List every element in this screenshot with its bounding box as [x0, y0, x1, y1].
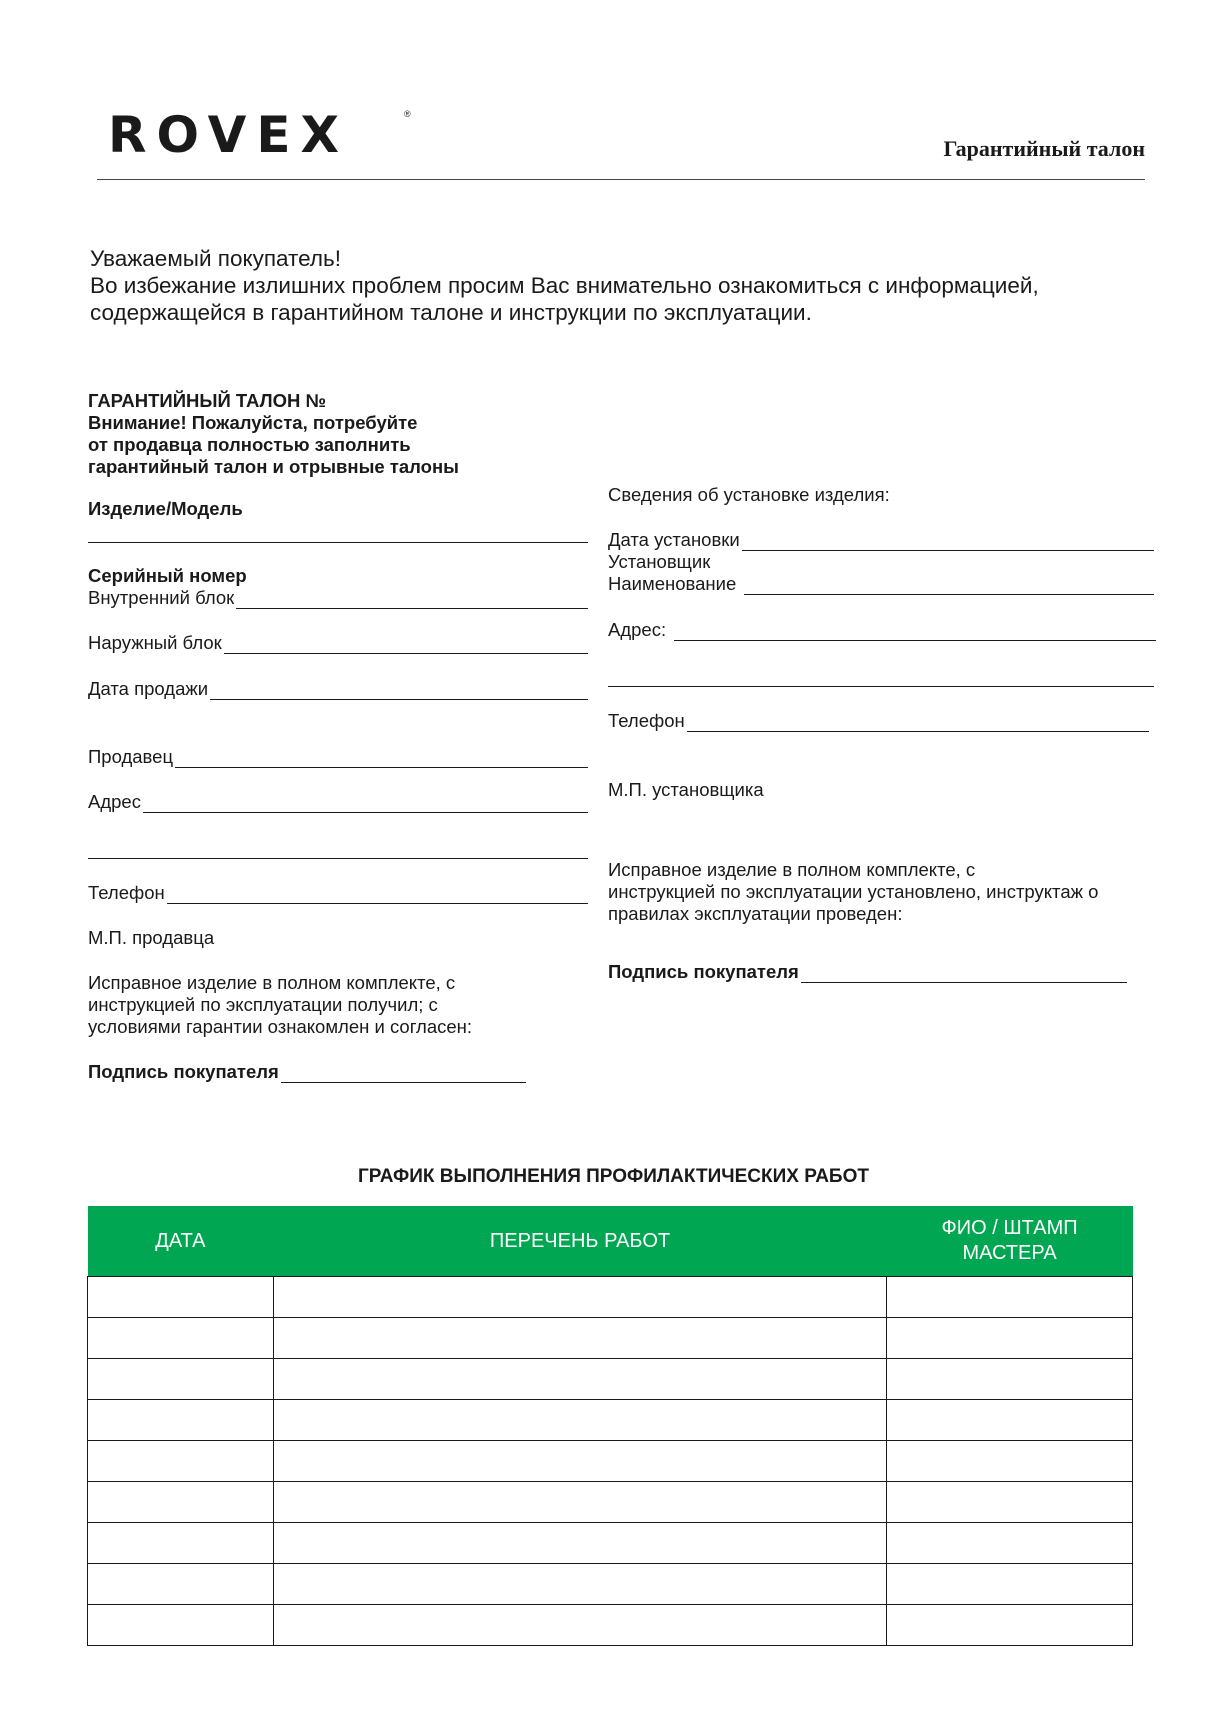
master-cell[interactable] [887, 1523, 1133, 1564]
outdoor-unit-row [88, 632, 588, 654]
buyer-signature-field[interactable] [281, 1064, 526, 1083]
install-date-field[interactable] [742, 532, 1154, 551]
attention-line-3: гарантийный талон и отрывные талоны [88, 456, 459, 477]
date-cell[interactable] [88, 1564, 274, 1605]
maintenance-schedule-table [87, 1206, 1133, 1646]
table-row [88, 1318, 1133, 1359]
registered-mark: ® [404, 109, 411, 119]
master-cell[interactable] [887, 1318, 1133, 1359]
column-header-date: ДАТА [88, 1206, 274, 1277]
date-cell[interactable] [88, 1605, 274, 1646]
indoor-unit-label: Внутренний блок [88, 587, 235, 608]
buyer-signature-row [88, 1061, 526, 1083]
outdoor-unit-field[interactable] [224, 635, 588, 654]
receipt-confirm-line-3: условиями гарантии ознакомлен и согласен: [88, 1016, 473, 1037]
installer-address-field-2[interactable] [608, 664, 1154, 687]
installer-name-field[interactable] [744, 576, 1154, 595]
schedule-title: ГРАФИК ВЫПОЛНЕНИЯ ПРОФИЛАКТИЧЕСКИХ РАБОТ [358, 1166, 869, 1187]
buyer-signature-label: Подпись покупателя [88, 1061, 279, 1082]
document-title: Гарантийный талон [943, 136, 1145, 161]
date-cell[interactable] [88, 1359, 274, 1400]
date-cell[interactable] [88, 1482, 274, 1523]
installer-address-field[interactable] [674, 622, 1156, 641]
works-cell[interactable] [273, 1400, 886, 1441]
seller-stamp-label: М.П. продавца [88, 927, 215, 948]
sale-date-row [88, 678, 588, 700]
master-cell[interactable] [887, 1564, 1133, 1605]
intro-text [90, 245, 1039, 326]
works-cell[interactable] [273, 1277, 886, 1318]
installer-label: Установщик [608, 551, 711, 572]
serial-number-label: Серийный номер [88, 565, 247, 586]
receipt-confirm-line-2: инструкцией по эксплуатации получил; с [88, 994, 438, 1015]
table-row [88, 1482, 1133, 1523]
install-date-label: Дата установки [608, 529, 740, 550]
installer-name-row [608, 573, 1154, 595]
column-header-master-line-1: ФИО / ШТАМП [941, 1217, 1078, 1239]
intro-line-2: Во избежание излишних проблем просим Вас внимательно ознакомиться с информацией, [90, 273, 1039, 298]
installation-section [608, 484, 1158, 983]
install-confirm-line-3: правилах эксплуатации проведен: [608, 903, 903, 924]
master-cell[interactable] [887, 1359, 1133, 1400]
master-cell[interactable] [887, 1482, 1133, 1523]
works-cell[interactable] [273, 1359, 886, 1400]
date-cell[interactable] [88, 1400, 274, 1441]
outdoor-unit-label: Наружный блок [88, 632, 222, 653]
works-cell[interactable] [273, 1564, 886, 1605]
installer-address-row [608, 619, 1156, 641]
table-row [88, 1400, 1133, 1441]
install-confirm-line-2: инструкцией по эксплуатации установлено, инструктаж о [608, 881, 1099, 902]
seller-row [88, 746, 588, 768]
master-cell[interactable] [887, 1605, 1133, 1646]
master-cell[interactable] [887, 1277, 1133, 1318]
date-cell[interactable] [88, 1441, 274, 1482]
table-row [88, 1564, 1133, 1605]
installer-address-label: Адрес: [608, 619, 667, 640]
seller-field[interactable] [175, 749, 588, 768]
attention-line-1: Внимание! Пожалуйста, потребуйте [88, 412, 418, 433]
receipt-confirm-line-1: Исправное изделие в полном комплекте, с [88, 972, 456, 993]
works-cell[interactable] [273, 1318, 886, 1359]
installer-phone-label: Телефон [608, 710, 685, 731]
seller-label: Продавец [88, 746, 174, 767]
column-header-master [887, 1206, 1133, 1277]
header-divider [97, 179, 1145, 180]
master-cell[interactable] [887, 1400, 1133, 1441]
sale-date-field[interactable] [210, 681, 588, 700]
installation-heading: Сведения об установке изделия: [608, 484, 890, 505]
product-model-field[interactable] [88, 520, 588, 543]
table-row [88, 1523, 1133, 1564]
table-row [88, 1359, 1133, 1400]
intro-greeting: Уважаемый покупатель! [90, 246, 341, 271]
installer-buyer-signature-label: Подпись покупателя [608, 961, 799, 982]
installer-buyer-signature-row [608, 961, 1127, 983]
attention-line-2: от продавца полностью заполнить [88, 434, 411, 455]
sale-date-label: Дата продажи [88, 678, 209, 699]
seller-address-field[interactable] [143, 794, 588, 813]
warranty-number-heading: ГАРАНТИЙНЫЙ ТАЛОН № [88, 390, 327, 411]
seller-address-label: Адрес [88, 791, 141, 812]
works-cell[interactable] [273, 1605, 886, 1646]
date-cell[interactable] [88, 1277, 274, 1318]
product-model-label: Изделие/Модель [88, 498, 243, 519]
seller-section [88, 390, 588, 1083]
schedule-header-row [88, 1206, 1133, 1277]
table-row [88, 1441, 1133, 1482]
seller-phone-field[interactable] [167, 885, 588, 904]
intro-line-3: содержащейся в гарантийном талоне и инструкции по эксплуатации. [90, 300, 812, 325]
install-confirm-line-1: Исправное изделие в полном комплекте, с [608, 859, 976, 880]
date-cell[interactable] [88, 1523, 274, 1564]
works-cell[interactable] [273, 1482, 886, 1523]
table-row [88, 1277, 1133, 1318]
installer-stamp-label: М.П. установщика [608, 779, 764, 800]
rovex-logo: ROVEX [108, 106, 350, 164]
column-header-works: ПЕРЕЧЕНЬ РАБОТ [273, 1206, 886, 1277]
works-cell[interactable] [273, 1441, 886, 1482]
works-cell[interactable] [273, 1523, 886, 1564]
master-cell[interactable] [887, 1441, 1133, 1482]
installer-phone-field[interactable] [687, 713, 1149, 732]
installer-name-label: Наименование [608, 573, 737, 594]
seller-phone-row [88, 882, 588, 904]
seller-phone-label: Телефон [88, 882, 165, 903]
seller-address-row [88, 791, 588, 813]
installer-phone-row [608, 710, 1149, 732]
table-row [88, 1605, 1133, 1646]
indoor-unit-row [88, 587, 588, 609]
seller-address-field-2[interactable] [88, 836, 588, 859]
column-header-master-line-2: МАСТЕРА [962, 1242, 1057, 1264]
installer-buyer-signature-field[interactable] [801, 964, 1127, 983]
install-date-row [608, 529, 1154, 551]
indoor-unit-field[interactable] [236, 590, 588, 609]
date-cell[interactable] [88, 1318, 274, 1359]
